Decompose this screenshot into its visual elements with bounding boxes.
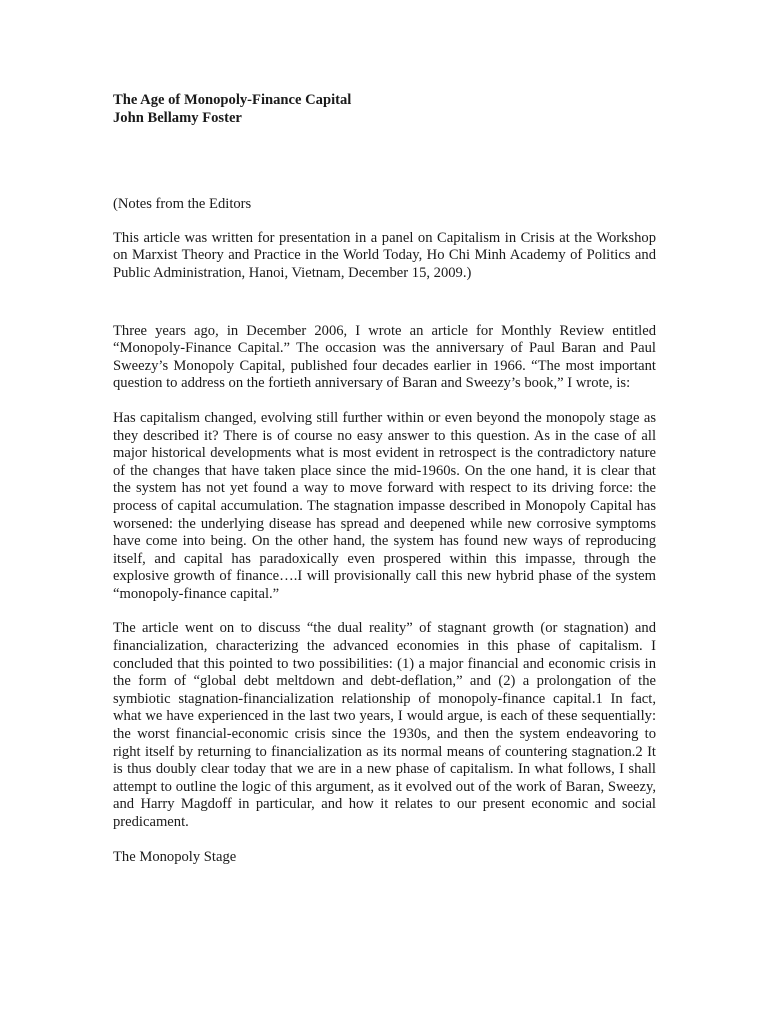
notes-label: (Notes from the Editors	[113, 196, 252, 213]
editors-note: This article was written for presentation in a panel on Capitalism in Crisis at the Workshop on Marxist Theory and Practice in the World Today, Ho Chi Minh Academy of Politics and Public Administration, Hanoi, Vietnam, December 15, 2009.)	[113, 229, 656, 281]
body-paragraph-3: The article went on to discuss “the dual reality” of stagnant growth (or stagnation) and financialization, characterizing the advanced economies in this phase of capitalism. I concluded that this pointed to two possibilities: (1) a major financial and economic crisis in the form of “global debt meltdown and debt-deflation,” and (2) a prolongation of the symbiotic stagnation-financialization relationship of monopoly-finance capital.1 In fact, what we have experienced in the last two years, I would argue, is each of these sequentially: the worst financial-economic crisis since the 1930s, and then the system endeavoring to right itself by returning to financialization as its normal means of countering stagnation.2 It is thus doubly clear today that we are in a new phase of capitalism. In what follows, I shall attempt to outline the logic of this argument, as it evolved out of the work of Baran, Sweezy, and Harry Magdoff in particular, and how it relates to our present economic and social predicament.	[113, 620, 656, 830]
title-block	[113, 92, 656, 127]
block-quote-paragraph: Has capitalism changed, evolving still further within or even beyond the monopoly stage as they described it? There is of course no easy answer to this question. As in the case of all major historical developments what is most evident in retrospect is the contradictory nature of the changes that have taken place since the mid-1960s. On the one hand, it is clear that the system has not yet found a way to move forward with respect to its driving force: the process of capital accumulation. The stagnation impasse described in Monopoly Capital has worsened: the underlying disease has spread and deepened while new corrosive symptoms have come into being. On the other hand, the system has found new ways of reproducing itself, and capital has paradoxically even prospered within this impasse, through the explosive growth of finance….I will provisionally call this new hybrid phase of the system “monopoly-finance capital.”	[113, 409, 656, 602]
document-author: John Bellamy Foster	[113, 109, 242, 126]
document-title: The Age of Monopoly-Finance Capital	[113, 92, 352, 108]
section-heading: The Monopoly Stage	[113, 848, 237, 865]
document-page	[113, 92, 656, 866]
body-paragraph-1: Three years ago, in December 2006, I wrote an article for Monthly Review entitled “Monopoly-Finance Capital.” The occasion was the anniversary of Paul Baran and Paul Sweezy’s Monopoly Capital, published four decades earlier in 1966. “The most important question to address on the fortieth anniversary of Baran and Sweezy’s book,” I wrote, is:	[113, 322, 656, 392]
